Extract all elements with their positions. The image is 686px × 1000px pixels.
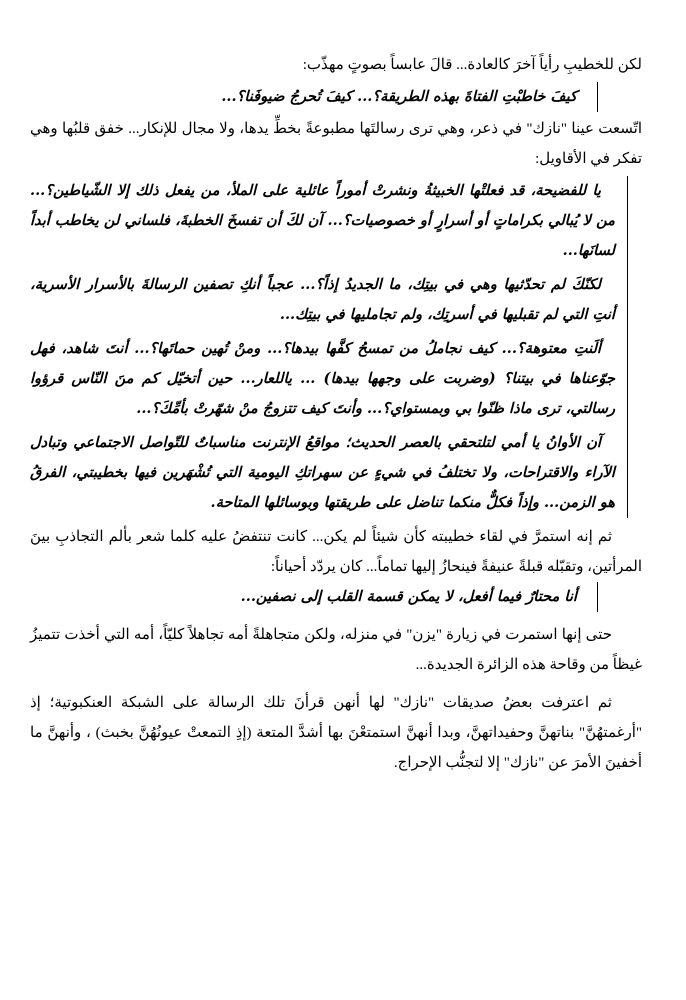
- quote-4: ألَنتِ معتوهة؟... كيف نجاملُ من تمسحُ كفَّها بيدها؟... ومنْ تُهين حماتَها؟... أنتَ شاهد، فهل جوّعناها في بيتنا؟ (وضربت على وجهها بيدها) ... ياللعار... حين أتخيّل كم منَ النّاس قرؤوا رسالتي، ترى ماذا ظنّوا بي وبمستواي؟... وأنتَ كيف تتزوجُ منْ شهّرتْ بأمِّكَ؟...: [30, 340, 615, 417]
- paragraph-1: لكن للخطيبِ رأياً آخرَ كالعادة... قالَ عابساً بصوتٍ مهذّب:: [302, 57, 642, 73]
- paragraph-5: ثم اعترفت بعضُ صديقات "نازك" لها أنهن قرأنَ تلك الرسالة على الشبكة العنكبوتية؛ إذ "أرغمتهُنَّ" بناتهنَّ وحفيداتهنَّ، وبدا أنهنَّ استمتعْنَ بها أشدَّ المتعة (إذِ التمعتْ عيونُهُنَّ بخبث) ، وأنهنَّ ما أخفينَ الأمرَ عن "نازك" إلا لتجنُّب الإحراج.: [30, 695, 642, 771]
- quote-2: يا للفضيحة، قد فعلتْها الخبيثةُ ونشرتْ أموراً عائلية على الملأ، من يفعل ذلك إلا الشّياطين؟... من لا يُبالي بكراماتٍ أو أسرارٍ أو خصوصيات؟... آن لكَ أن تفسخَ الخطبةَ، فلساني لن يخاطب أبداً لسانَها...: [30, 182, 615, 259]
- quote-5: آن الأوانُ يا أمي لتلتحقي بالعصر الحديث؛ مواقعُ الإنترنت مناسباتٌ للتّواصل الاجتماعي وتبادل الآراء والاقتراحات، ولا تختلفُ في شيءٍ عن سهراتكِ اليومية التي تُشْهَرين فيها بخطيبتي، الفرقُ هو الزمن... وإذاً فكلٌّ منكما تناضل على طريقتها وبوسائلها المتاحة.: [30, 434, 615, 511]
- quote-block-1: [30, 82, 628, 112]
- quote-block-3: [30, 582, 628, 612]
- quote-1: كيفَ خاطبْتِ الفتاةَ بهذه الطريقة؟... كيفَ تُحرجُ ضيوفَنا؟...: [30, 82, 598, 112]
- quote-3: لكنّكَ لم تحدّثيها وهي في بيتِك، ما الجديدُ إذاً؟... عجباً أنكِ تصفين الرسالةَ بالأسرار الأسرية، أنتِ التي لم تقبليها في أسرتِك، ولم تجامليها في بيتِك...: [30, 276, 615, 323]
- paragraph-3: ثم إنه استمرَّ في لقاء خطيبته كأن شيئاً لم يكن... كانت تنتفضُ عليه كلما شعر بألم التجاذبِ بينَ المرأتين، وتقبّله قبلةً عنيفةً فينحازُ إليها تماماً... كان يردّد أحياناً:: [30, 529, 642, 575]
- quote-block-2: [30, 176, 628, 518]
- paragraph-2: اتّسعت عينا "نازك" في ذعر، وهي ترى رسالتَها مطبوعةً بخطِّ يدها، ولا مجال للإنكار... خفق قلبُها وهي تفكر في الأقاويل:: [30, 121, 642, 167]
- quote-6: أنا محتارٌ فيما أفعل، لا يمكن قسمة القلب إلى نصفين...: [30, 582, 598, 612]
- paragraph-4: حتى إنها استمرت في زيارة "يزن" في منزله، ولكن متجاهلةً أمه تجاهلاً كليّاً، أمه التي أخذت تتميزُ غيظاً من وقاحة هذه الزائرة الجديدة...: [30, 627, 642, 673]
